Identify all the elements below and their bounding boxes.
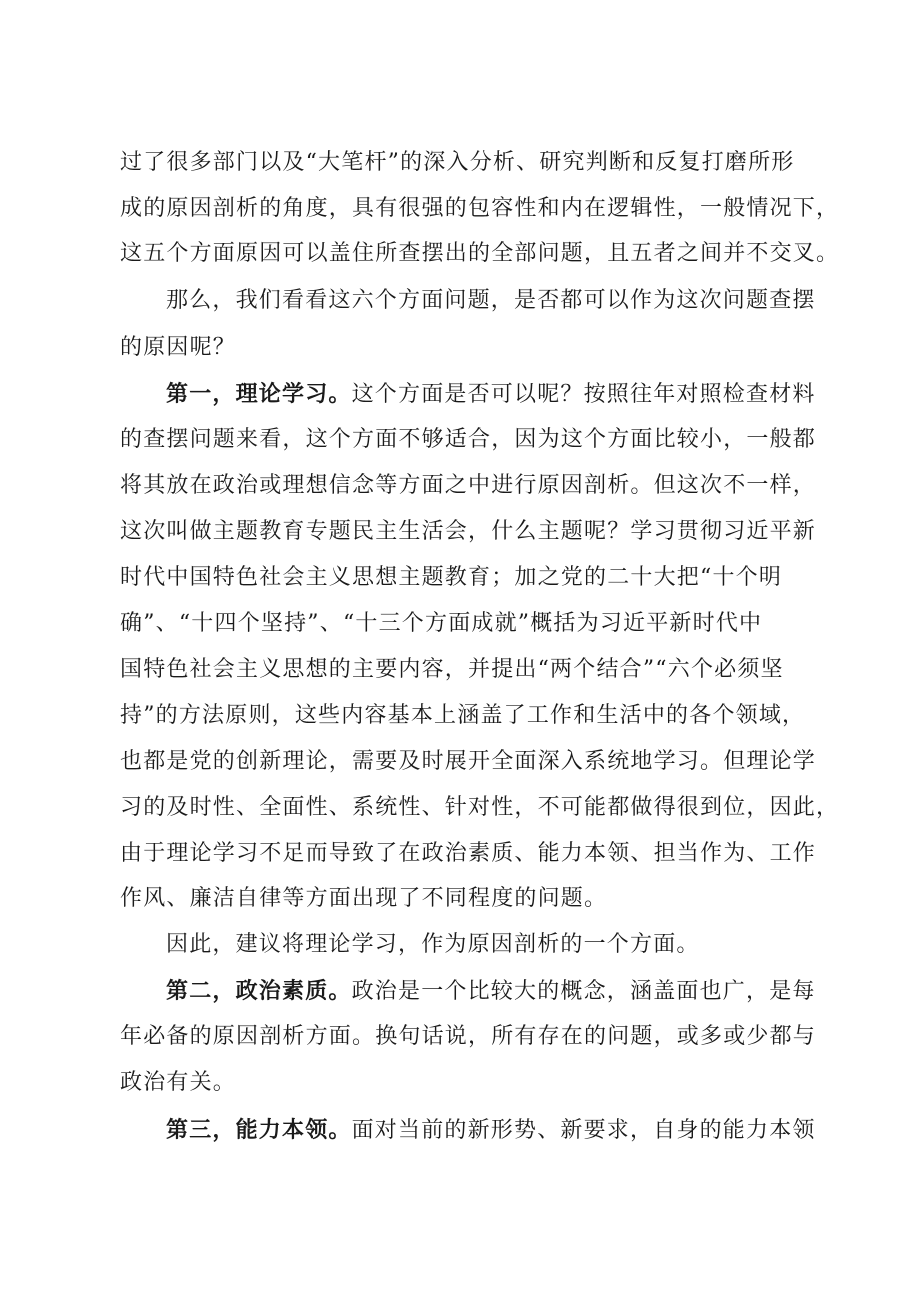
line-text: 过了很多部门以及“大笔杆”的深入分析、研究判断和反复打磨所形	[120, 150, 795, 175]
text-line	[120, 699, 805, 734]
line-text: 也都是党的创新理论，需要及时展开全面深入系统地学习。但理论学	[120, 749, 817, 774]
line-text: 持”的方法原则，这些内容基本上涵盖了工作和生活中的各个领域，	[120, 703, 806, 728]
text-line	[120, 882, 607, 917]
line-text: 将其放在政治或理想信念等方面之中进行原因剖析。但这次不一样，	[120, 473, 817, 498]
text-line	[120, 791, 839, 826]
line-text: 的查摆问题来看，这个方面不够适合，因为这个方面比较小，一般都	[120, 427, 817, 452]
text-line	[120, 515, 816, 550]
line-text: 那么，我们看看这六个方面问题，是否都可以作为这次问题查摆	[166, 288, 816, 313]
line-text: 政治有关。	[120, 1070, 237, 1095]
line-text: 作风、廉洁自律等方面出现了不同程度的问题。	[120, 886, 608, 911]
line-text: 确”、“十四个坚持”、“十三个方面成就”概括为习近平新时代中	[120, 611, 763, 636]
line-text: 政治是一个比较大的概念，涵盖面也广，是每	[351, 979, 816, 1004]
section-heading: 第一，理论学习。	[166, 381, 352, 407]
line-text: 国特色社会主义思想的主要内容，并提出“两个结合”“六个必须坚	[120, 657, 784, 682]
text-line	[120, 1113, 816, 1148]
text-line	[120, 192, 839, 227]
text-line	[120, 1066, 236, 1101]
text-line	[120, 928, 700, 963]
text-line	[120, 284, 816, 319]
line-text: 这五个方面原因可以盖住所查摆出的全部问题，且五者之间并不交叉。	[120, 241, 840, 266]
text-line	[120, 423, 816, 458]
text-line	[120, 1020, 816, 1055]
text-line	[120, 237, 839, 272]
line-text: 的原因呢？	[120, 335, 237, 360]
text-line	[120, 561, 782, 596]
line-text: 年必备的原因剖析方面。换句话说，所有存在的问题，或多或少都与	[120, 1024, 817, 1049]
text-line	[120, 377, 816, 412]
section-heading: 第二，政治素质。	[166, 978, 352, 1004]
text-line	[120, 745, 816, 780]
text-line	[120, 607, 762, 642]
text-line	[120, 974, 816, 1009]
line-text: 这次叫做主题教育专题民主生活会，什么主题呢？学习贯彻习近平新	[120, 519, 817, 544]
line-text: 成的原因剖析的角度，具有很强的包容性和内在逻辑性，一般情况下，	[120, 196, 840, 221]
line-text: 面对当前的新形势、新要求，自身的能力本领	[351, 1118, 816, 1143]
line-text: 由于理论学习不足而导致了在政治素质、能力本领、担当作为、工作	[120, 841, 817, 866]
text-line	[120, 331, 236, 366]
line-text: 习的及时性、全面性、系统性、针对性，不可能都做得很到位，因此，	[120, 795, 840, 820]
text-line	[120, 146, 795, 181]
line-text: 这个方面是否可以呢？按照往年对照检查材料	[351, 382, 816, 407]
text-line	[120, 469, 816, 504]
section-heading: 第三，能力本领。	[166, 1117, 352, 1143]
line-text: 因此，建议将理论学习，作为原因剖析的一个方面。	[166, 932, 700, 957]
line-text: 时代中国特色社会主义思想主题教育；加之党的二十大把“十个明	[120, 565, 783, 590]
text-line	[120, 653, 784, 688]
text-line	[120, 837, 816, 872]
